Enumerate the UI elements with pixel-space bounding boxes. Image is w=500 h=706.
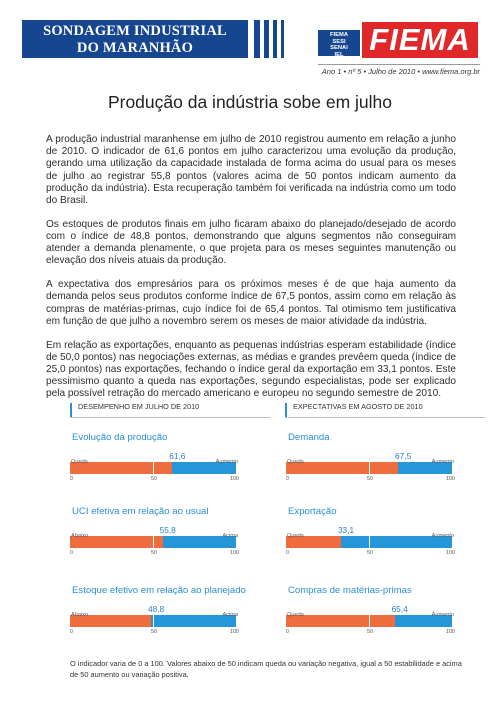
scale-high-label: Aumento [431,533,454,539]
scale-high-label: Aumento [431,612,454,618]
gauge-midpoint-mark [369,534,370,550]
indicator-value: 65,4 [391,604,408,614]
indicator-left-2 [70,585,270,645]
indicator-value: 61,6 [169,451,186,461]
indicator-value: 48,8 [148,604,165,614]
gauge-midpoint-mark [369,613,370,629]
article-body [46,134,456,412]
logo-line-1: FIEMA [329,32,349,38]
gauge-midpoint-mark [369,460,370,476]
scale-low-label: Abaixo [71,533,89,539]
logo-line-2: SESI [332,38,346,45]
indicator-right-1 [286,506,486,566]
indicator-title: Estoque efetivo em relação ao planejado [72,585,246,596]
scale-high-label: Acima [222,612,238,618]
paragraph-4: Em relação as exportações, enquanto as pequenas indústrias esperam estabilidade (índice de 50,0 pontos) nas negociações externas, as médias e grandes prevêem queda (índice de 25,0 pontos) nas exportações, fechando o índice geral da exportação em 33,1 pontos. Este pessimismo quanto a queda nas exportações, segundo especialistas, pode ser explicado pela possível retração do mercado americano e europeu no segundo semestre de 2010. [46,339,456,400]
scale-tick-50: 50 [151,629,157,635]
scale-high-label: Aumento [215,459,238,465]
article-title: Produção da indústria sobe em julho [107,92,393,112]
scale-tick-100: 100 [230,476,239,482]
scale-tick-100: 100 [446,476,455,482]
scale-tick-0: 0 [70,550,73,556]
paragraph-2: Os estoques de produtos finais em julho ficaram abaixo do planejado/desejado de acordo com o índice de 48,8 pontos, demonstrando que alguns segmentos não conseguiram atender a demanda plenamente, o que projeta para os meses seguintes manutenção ou elevação dos níveis atuais da produção. [46,218,456,267]
gauge-bar [70,615,236,627]
scale-high-label: Aumento [431,459,454,465]
logo-line-3: SENAI [330,45,348,51]
issue-info: Ano 1 • nº 5 • Julho de 2010 • www.fiema.org.br [321,67,480,76]
logo-line-4: IEL [334,51,344,58]
scale-tick-50: 50 [367,476,373,482]
gauge-midpoint-mark [153,613,154,629]
scale-tick-50: 50 [151,476,157,482]
fiema-logo: FIEMA [362,22,478,58]
indicator-title: Demanda [288,432,330,443]
scale-low-label: Queda [287,459,304,465]
indicator-right-0 [286,432,486,492]
scale-tick-0: 0 [286,550,289,556]
scale-tick-100: 100 [230,550,239,556]
gauge-bar [286,462,452,474]
scale-tick-0: 0 [286,629,289,635]
survey-title [22,20,248,58]
gauge-bar [286,536,452,548]
scale-tick-100: 100 [446,629,455,635]
footnote: O indicador varia de 0 a 100. Valores abaixo de 50 indicam queda ou variação negativa, igual a 50 estabilidade e acima de 50 aumento ou variação positiva. [70,659,462,679]
gauge-midpoint-mark [153,534,154,550]
scale-tick-50: 50 [367,629,373,635]
panel-heading: EXPECTATIVAS EM AGOSTO DE 2010 [285,401,485,418]
indicator-title: Exportação [288,506,337,517]
scale-tick-0: 0 [286,476,289,482]
survey-title-line1: SONDAGEM INDUSTRIAL [43,23,227,39]
issue-divider [318,64,480,65]
scale-low-label: Abaixo [71,612,89,618]
panel-heading: DESEMPENHO EM JULHO DE 2010 [70,401,270,418]
system-logo [318,30,360,56]
scale-high-label: Acima [222,533,238,539]
scale-low-label: Queda [287,612,304,618]
paragraph-3: A expectativa dos empresários para os próximos meses é de que haja aumento da demanda pelos seus produtos conforme índice de 67,5 pontos, assim como em relação às compras de matérias-primas, cujo índice foi de 65,4 pontos. Tal otimismo tem justificativa em função de que julho a novembro serem os meses de maior atividade da indústria. [46,279,456,327]
paragraph-1: A produção industrial maranhense em julho de 2010 registrou aumento em relação a junho de 2010. O indicador de 61,6 pontos em julho caracterizou uma evolução da produção, gerando uma utilização da capacidade instalada de forma acima do usual para os meses de julho ao registrar 55,8 pontos (valores acima de 50 pontos indicam aumento da produção da indústria). Esta recuperação também foi verificada na indústria como um todo do Brasil. [46,134,456,207]
indicator-title: Compras de matérias-primas [288,585,412,596]
scale-tick-0: 0 [70,476,73,482]
decorative-stripes [252,20,292,58]
scale-tick-0: 0 [70,629,73,635]
report-header [0,0,500,68]
survey-title-line2: DO MARANHÃO [76,40,194,56]
indicator-value: 33,1 [337,525,355,535]
indicator-value: 55,8 [159,525,176,535]
panel-expectativas [285,401,485,418]
indicator-title: Evolução da produção [72,432,168,443]
gauge-bar [70,462,236,474]
panel-desempenho [70,401,270,418]
gauge-bar [70,536,236,548]
indicator-right-2 [286,585,486,645]
scale-low-label: Queda [287,533,304,539]
scale-tick-100: 100 [446,550,455,556]
gauge-midpoint-mark [153,460,154,476]
indicator-left-0 [70,432,270,492]
indicator-title: UCI efetiva em relação ao usual [72,506,209,517]
scale-tick-100: 100 [230,629,239,635]
indicator-left-1 [70,506,270,566]
gauge-bar [286,615,452,627]
scale-tick-50: 50 [367,550,373,556]
scale-low-label: Queda [71,459,88,465]
indicator-value: 67,5 [395,451,412,461]
scale-tick-50: 50 [151,550,157,556]
